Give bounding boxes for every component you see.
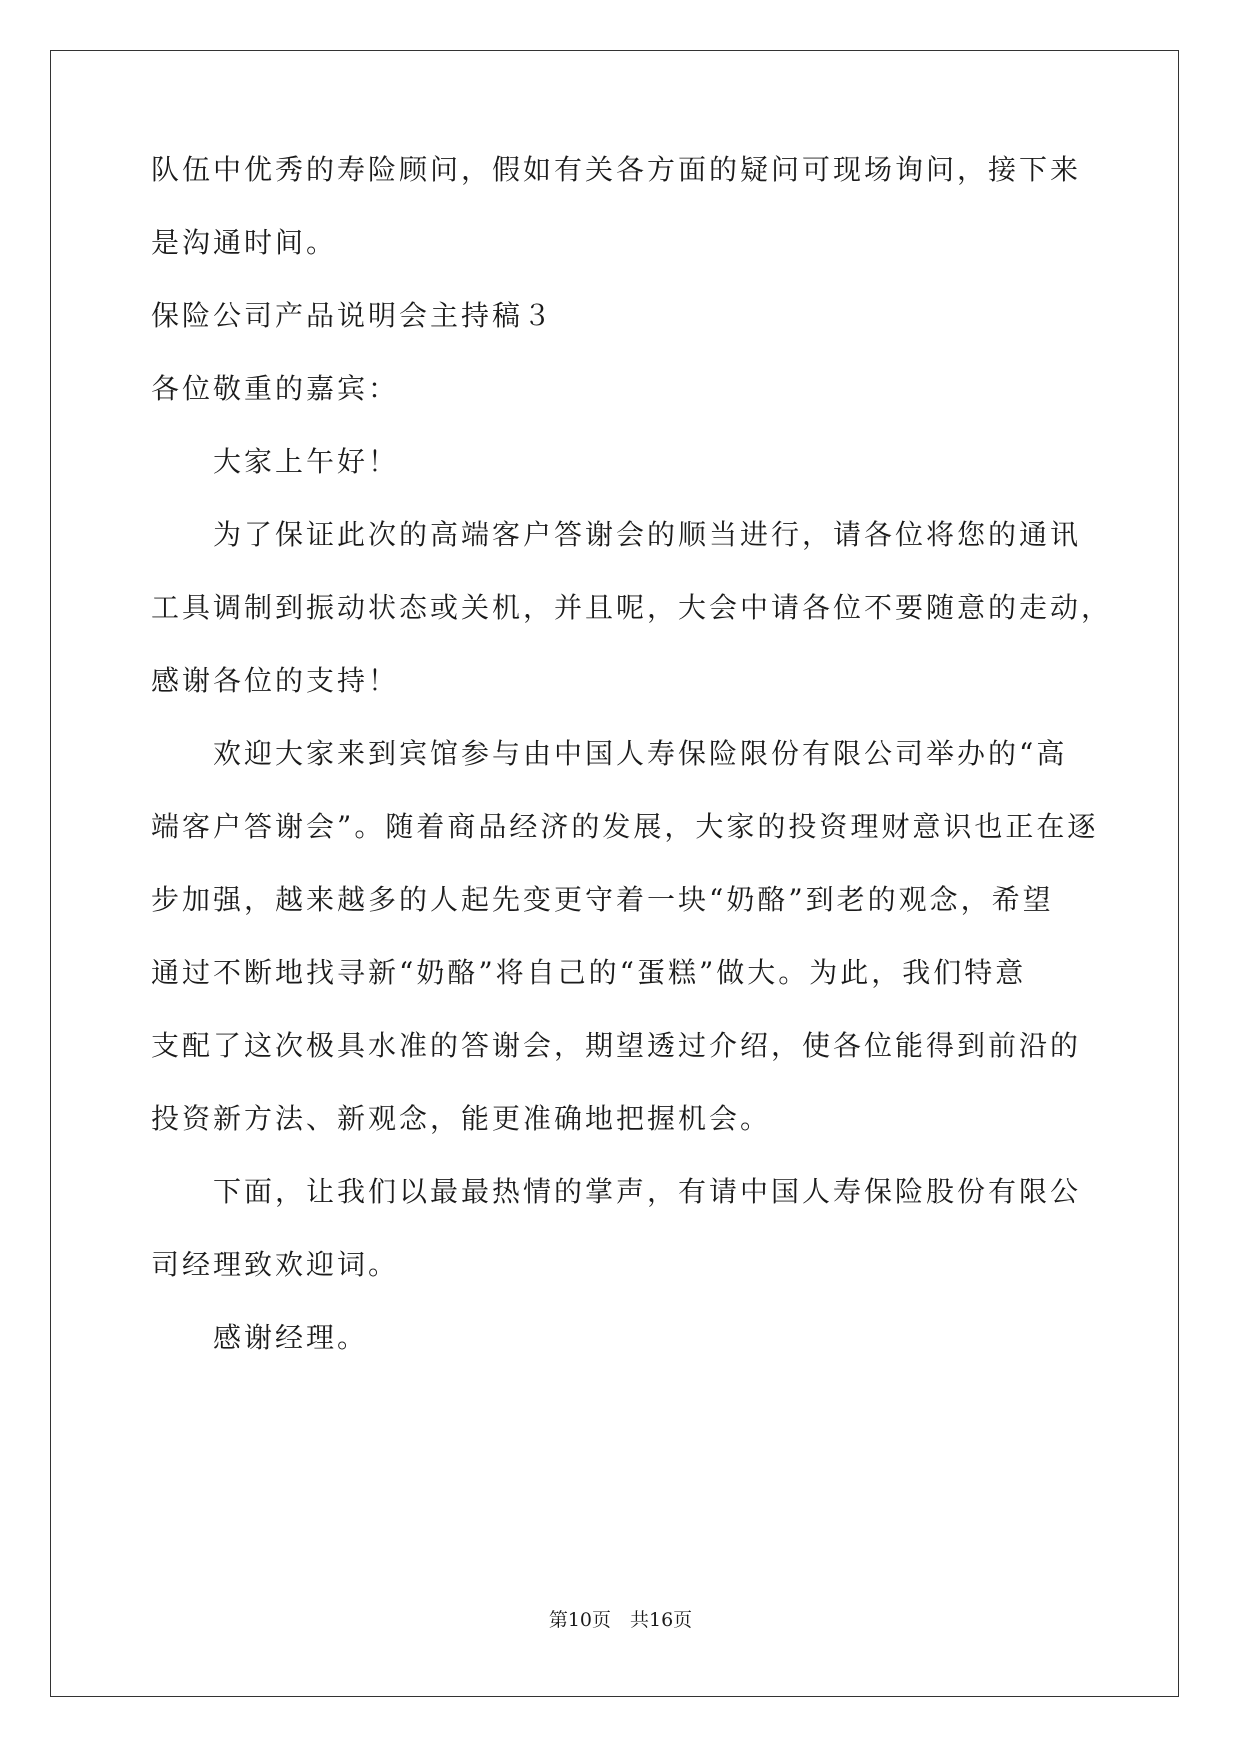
salutation: 各位敬重的嘉宾： <box>151 372 400 405</box>
body-text-line: 是沟通时间。 <box>151 226 338 259</box>
body-text-line: 端客户答谢会”。随着商品经济的发展，大家的投资理财意识也正在逐 <box>151 810 1099 843</box>
body-text-line: 感谢经理。 <box>213 1321 369 1354</box>
greeting: 大家上午好！ <box>213 445 400 478</box>
section-heading: 保险公司产品说明会主持稿３ <box>151 299 555 332</box>
body-text-line: 投资新方法、新观念，能更准确地把握机会。 <box>151 1102 772 1135</box>
body-text-line: 通过不断地找寻新“奶酪”将自己的“蛋糕”做大。为此，我们特意 <box>151 956 1027 989</box>
body-text-line: 下面，让我们以最最热情的掌声，有请中国人寿保险股份有限公 <box>213 1175 1082 1208</box>
body-text-line: 步加强，越来越多的人起先变更守着一块“奶酪”到老的观念，希望 <box>151 883 1054 916</box>
body-text-line: 司经理致欢迎词。 <box>151 1248 400 1281</box>
page-number-footer: 第10页 共16页 <box>548 1609 693 1631</box>
body-text-line: 支配了这次极具水准的答谢会，期望透过介绍，使各位能得到前沿的 <box>151 1029 1082 1062</box>
body-text-line: 队伍中优秀的寿险顾问，假如有关各方面的疑问可现场询问，接下来 <box>151 153 1082 186</box>
body-text-line: 为了保证此次的高端客户答谢会的顺当进行，请各位将您的通讯 <box>213 518 1082 551</box>
body-text-line: 感谢各位的支持！ <box>151 664 400 697</box>
body-text-line: 工具调制到振动状态或关机，并且呢，大会中请各位不要随意的走动， <box>151 591 1113 624</box>
body-text-line: 欢迎大家来到宾馆参与由中国人寿保险限份有限公司举办的“高 <box>213 737 1068 770</box>
